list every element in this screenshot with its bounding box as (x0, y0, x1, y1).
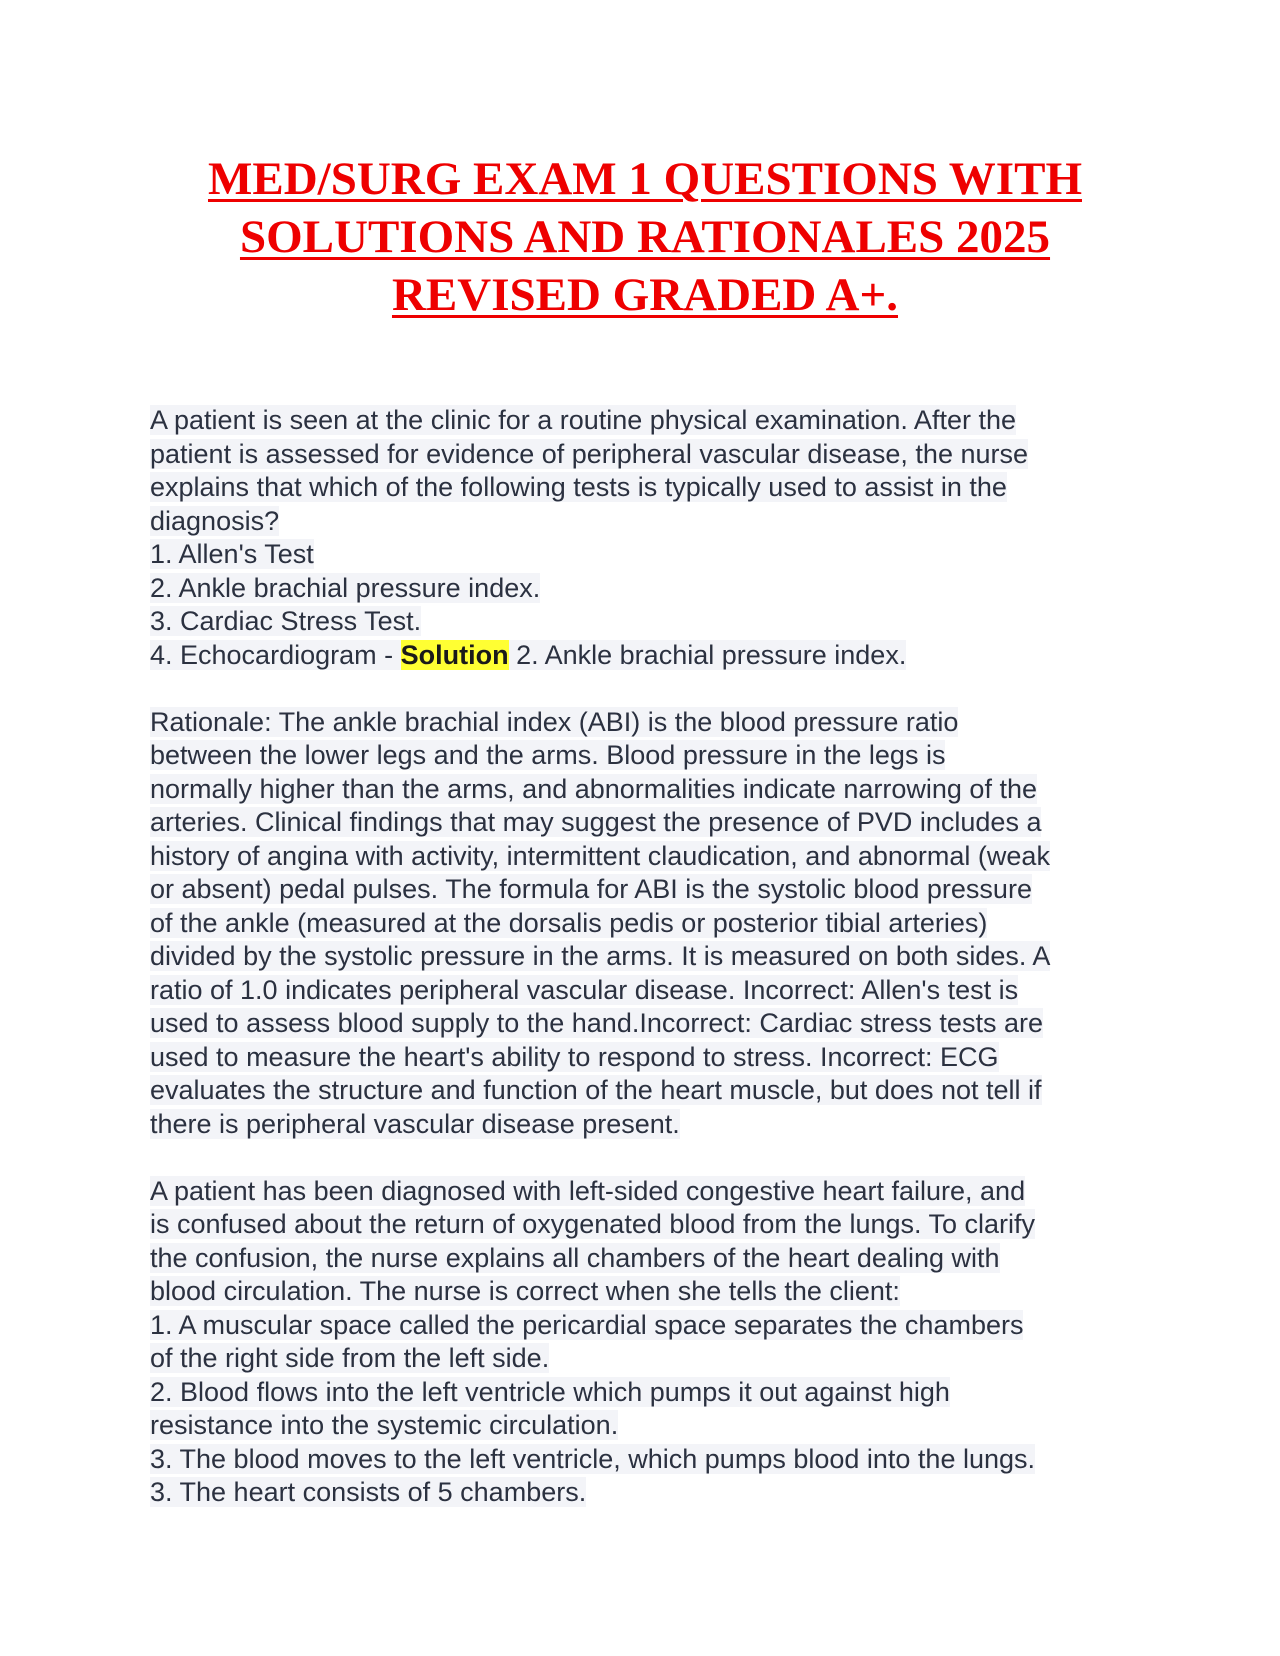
question-1 (150, 404, 1140, 672)
document-body (150, 404, 1140, 1510)
rationale-line: there is peripheral vascular disease present. (150, 1108, 680, 1139)
question-1-option: 3. Cardiac Stress Test. (150, 606, 422, 636)
solution-label: Solution (400, 639, 509, 670)
rationale-line: used to measure the heart's ability to respond to stress. Incorrect: ECG (150, 1041, 999, 1072)
question-2-text-line: blood circulation. The nurse is correct when she tells the client: (150, 1276, 900, 1306)
question-2-option: 1. A muscular space called the pericardial space separates the chambers (150, 1309, 1024, 1340)
question-2-option: 3. The heart consists of 5 chambers. (150, 1477, 587, 1507)
question-2-text-line: A patient has been diagnosed with left-sided congestive heart failure, and (150, 1175, 1026, 1206)
question-2-text-line: is confused about the return of oxygenated blood from the lungs. To clarify (150, 1209, 1036, 1239)
rationale-line: Rationale: The ankle brachial index (ABI) is the blood pressure ratio (150, 706, 959, 737)
title-line: MED/SURG EXAM 1 QUESTIONS WITH (208, 153, 1082, 205)
title-line: SOLUTIONS AND RATIONALES 2025 (239, 211, 1051, 263)
document-title (150, 150, 1140, 324)
rationale-line: of the ankle (measured at the dorsalis pedis or posterior tibial arteries) (150, 907, 988, 938)
solution-text: 2. Ankle brachial pressure index. (508, 639, 907, 670)
question-1-option: 2. Ankle brachial pressure index. (150, 572, 541, 603)
question-1-answer-line (150, 639, 1140, 673)
question-1-text-line: patient is assessed for evidence of peripheral vascular disease, the nurse (150, 438, 1029, 469)
rationale-line: between the lower legs and the arms. Blood pressure in the legs is (150, 740, 946, 770)
question-2 (150, 1175, 1140, 1510)
rationale-line: normally higher than the arms, and abnormalities indicate narrowing of the (150, 773, 1037, 804)
rationale-line: evaluates the structure and function of the heart muscle, but does not tell if (150, 1075, 1042, 1105)
question-2-option: 2. Blood flows into the left ventricle which pumps it out against high (150, 1376, 950, 1407)
question-2-option: of the right side from the left side. (150, 1343, 550, 1373)
question-1-text-line: A patient is seen at the clinic for a routine physical examination. After the (150, 405, 1016, 435)
question-1-text-line: diagnosis? (150, 505, 280, 536)
rationale-line: or absent) pedal pulses. The formula for ABI is the systolic blood pressure (150, 874, 1032, 904)
question-2-text-line: the confusion, the nurse explains all chambers of the heart dealing with (150, 1242, 1000, 1273)
question-2-option: resistance into the systemic circulation. (150, 1410, 619, 1440)
paragraph-gap (150, 1141, 1140, 1175)
question-1-option: 1. Allen's Test (150, 539, 314, 569)
paragraph-gap (150, 672, 1140, 706)
document-page (150, 150, 1140, 1510)
rationale-line: used to assess blood supply to the hand.Incorrect: Cardiac stress tests are (150, 1008, 1043, 1038)
rationale-1 (150, 706, 1140, 1142)
rationale-line: arteries. Clinical findings that may suggest the presence of PVD includes a (150, 807, 1042, 837)
question-1-text-line: explains that which of the following tests is typically used to assist in the (150, 472, 1007, 502)
rationale-line: ratio of 1.0 indicates peripheral vascular disease. Incorrect: Allen's test is (150, 974, 1019, 1005)
rationale-line: history of angina with activity, intermittent claudication, and abnormal (weak (150, 840, 1050, 871)
question-1-option: 4. Echocardiogram - (150, 639, 401, 670)
rationale-line: divided by the systolic pressure in the arms. It is measured on both sides. A (150, 941, 1051, 971)
title-line: REVISED GRADED A+. (391, 269, 898, 321)
question-2-option: 3. The blood moves to the left ventricle, which pumps blood into the lungs. (150, 1443, 1036, 1474)
